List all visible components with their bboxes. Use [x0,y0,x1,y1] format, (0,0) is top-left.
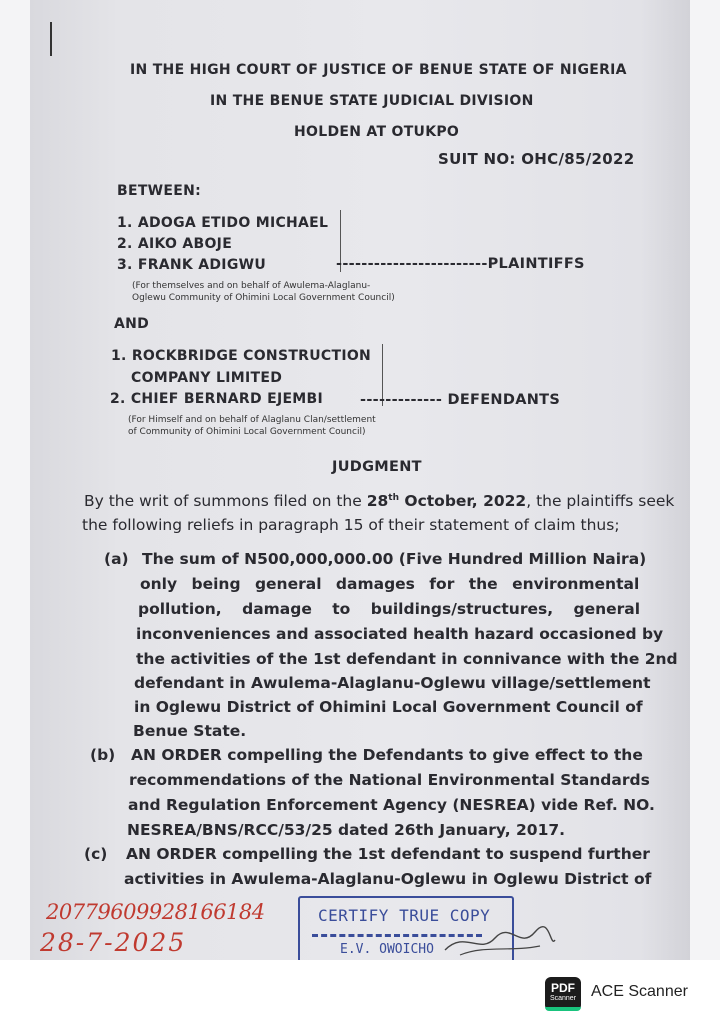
plaintiff-3: 3. FRANK ADIGWU [117,257,267,273]
ace-scanner-icon [545,977,581,1011]
relief-a-line-7: in Oglewu District of Ohimini Local Government Council of [134,698,643,716]
defendant-1: 1. ROCKBRIDGE CONSTRUCTION [111,348,372,364]
page-margin-right [690,0,720,960]
court-heading-1: IN THE HIGH COURT OF JUSTICE OF BENUE STATE OF NIGERIA [130,62,627,78]
intro-line-2: the following reliefs in paragraph 15 of their statement of claim thus; [82,516,620,534]
relief-c-label: (c) [84,845,108,863]
relief-a-line-5: the activities of the 1st defendant in connivance with the 2nd [136,650,678,668]
intro-day: 28 [366,492,389,510]
icon-scanner-text: Scanner [549,995,577,1002]
defendant-2: 2. CHIEF BERNARD EJEMBI [110,391,324,407]
relief-a-line-2: only being general damages for the environmental [140,575,640,593]
court-heading-2: IN THE BENUE STATE JUDICIAL DIVISION [210,93,534,109]
intro-text: By the writ of summons filed on the [84,492,367,510]
plaintiffs-role: ------------------------PLAINTIFFS [336,256,585,272]
signature-scribble [440,920,560,960]
icon-accent-bar [545,1007,581,1011]
intro-date: October, 2022 [399,492,527,510]
relief-a-line-8: Benue State. [133,722,247,740]
page-margin-left [0,0,30,960]
suit-number: SUIT NO: OHC/85/2022 [438,150,635,168]
intro-day-suffix: th [388,492,399,503]
plaintiffs-note-2: Oglewu Community of Ohimini Local Government Council) [132,293,395,303]
relief-a-line-1: The sum of N500,000,000.00 (Five Hundred Million Naira) [142,550,647,568]
between-label: BETWEEN: [117,183,202,199]
plaintiff-1: 1. ADOGA ETIDO MICHAEL [117,215,329,231]
relief-b-label: (b) [90,746,116,764]
relief-a-line-3: pollution, damage to buildings/structures, general [138,600,641,618]
judgment-title: JUDGMENT [332,459,422,475]
plaintiffs-note-1: (For themselves and on behalf of Awulema-Alaglanu- [132,281,371,291]
defendants-role: ------------- DEFENDANTS [360,392,561,408]
handwritten-number: 20779609928166184 [46,900,265,924]
relief-c-line-1: AN ORDER compelling the 1st defendant to suspend further [126,845,650,863]
relief-a-label: (a) [104,550,129,568]
relief-b-line-4: NESREA/BNS/RCC/53/25 dated 26th January, 2017. [127,821,566,839]
defendant-1-cont: COMPANY LIMITED [131,370,283,386]
defendants-note-1: (For Himself and on behalf of Alaglanu Clan/settlement [128,415,376,425]
relief-b-line-1: AN ORDER compelling the Defendants to give effect to the [131,746,643,764]
app-name: ACE Scanner [591,983,688,1000]
relief-b-line-2: recommendations of the National Environmental Standards [129,771,650,789]
handwritten-date: 28-7-2025 [40,928,187,957]
icon-pdf-text: PDF [551,981,575,995]
stamp-name: E.V. OWOICHO [340,942,434,957]
intro-text-end: , the plaintiffs seek [526,492,675,510]
pen-mark [50,22,52,56]
plaintiff-2: 2. AIKO ABOJE [117,236,233,252]
relief-a-line-4: inconveniences and associated health hazard occasioned by [136,625,664,643]
and-label: AND [114,316,150,332]
stamp-title: CERTIFY TRUE COPY [318,906,491,925]
relief-b-line-3: and Regulation Enforcement Agency (NESREA) vide Ref. NO. [128,796,655,814]
intro-line-1 [84,492,674,510]
relief-c-line-2: activities in Awulema-Alaglanu-Oglewu in Oglewu District of [124,870,652,888]
court-heading-3: HOLDEN AT OTUKPO [294,124,460,140]
defendants-note-2: of Community of Ohimini Local Government Council) [128,427,366,437]
relief-a-line-6: defendant in Awulema-Alaglanu-Oglewu village/settlement [134,674,651,692]
